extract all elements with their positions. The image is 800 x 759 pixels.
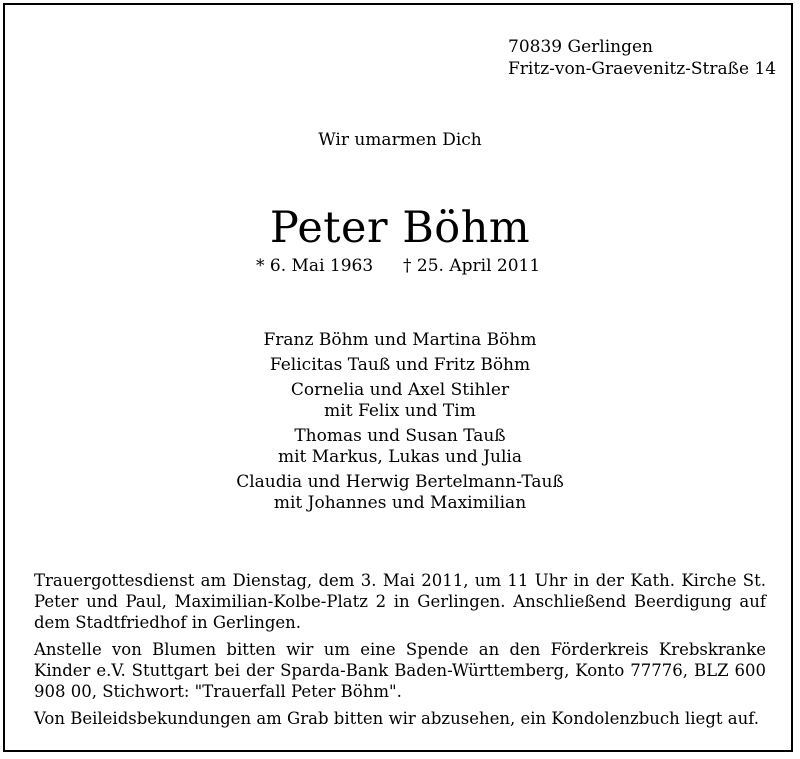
mourners-list: [0, 330, 800, 518]
service-paragraph: Trauergottesdienst am Dienstag, dem 3. Mai 2011, um 11 Uhr in der Kath. Kirche St. Peter und Paul, Maximilian-Kolbe-Platz 2 in Gerlingen. Anschließend Beerdigung auf dem Stadtfriedhof in Gerlingen.: [34, 571, 766, 632]
mourner-line: mit Markus, Lukas und Julia: [277, 447, 522, 467]
notice-text: [34, 570, 766, 735]
donation-paragraph: Anstelle von Blumen bitten wir um eine Spende an den Förderkreis Krebskranke Kinder e.V. Stuttgart bei der Sparda-Bank Baden-Württemberg, Konto 77776, BLZ 600 908 00, Stichwort: "Trauerfall Peter Böhm".: [34, 640, 766, 701]
mourner-group: [0, 472, 800, 514]
address-block: [508, 36, 776, 80]
death-date: † 25. April 2011: [403, 256, 541, 276]
condolence-paragraph: Von Beileidsbekundungen am Grab bitten wir abzusehen, ein Kondolenzbuch liegt auf.: [34, 709, 759, 728]
mourner-line: Felicitas Tauß und Fritz Böhm: [269, 355, 531, 375]
mourner-group: [0, 355, 800, 376]
mourner-line: mit Johannes und Maximilian: [273, 493, 527, 513]
mourner-line: Franz Böhm und Martina Böhm: [263, 330, 537, 350]
mourner-group: [0, 426, 800, 468]
birth-date: * 6. Mai 1963: [256, 256, 374, 276]
mourner-line: Cornelia und Axel Stihler: [290, 380, 510, 400]
deceased-name: Peter Böhm: [269, 203, 531, 253]
mourner-line: Claudia und Herwig Bertelmann-Tauß: [236, 472, 564, 492]
mourner-line: mit Felix und Tim: [324, 401, 476, 421]
address-city: 70839 Gerlingen: [508, 37, 653, 57]
mourner-group: [0, 330, 800, 351]
motto: Wir umarmen Dich: [318, 130, 482, 150]
address-street: Fritz-von-Graevenitz-Straße 14: [508, 59, 777, 79]
mourner-line: Thomas und Susan Tauß: [294, 426, 506, 446]
mourner-group: [0, 380, 800, 422]
